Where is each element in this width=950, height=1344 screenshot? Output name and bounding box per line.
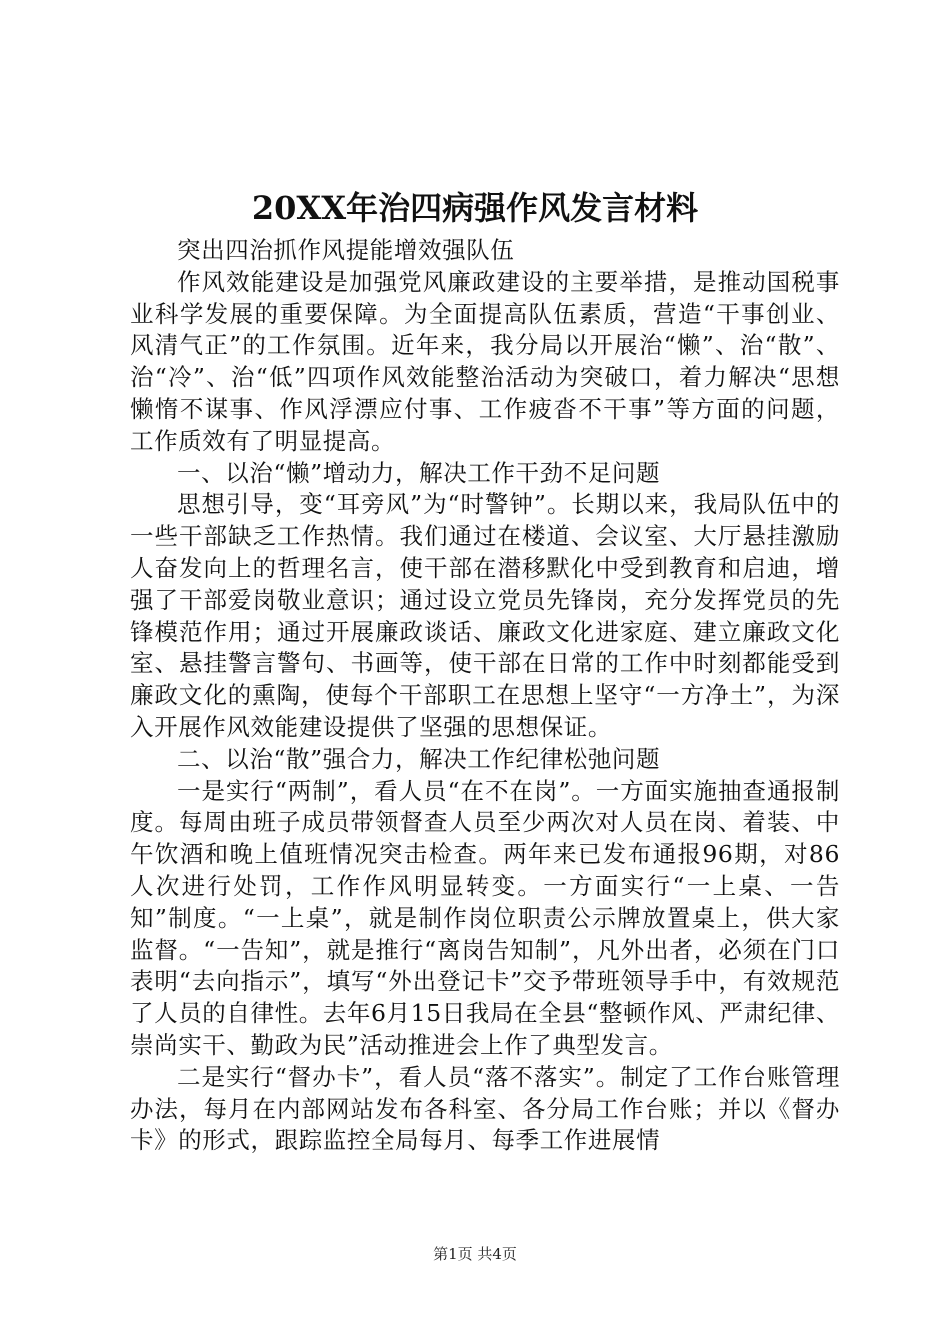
intro-paragraph: 作风效能建设是加强党风廉政建设的主要举措，是推动国税事业科学发展的重要保障。为全面提高队伍素质，营造“干事创业、风清气正”的工作氛围。近年来，我分局以开展治“懒”、治“散”、治“冷”、治“低”四项作风效能整治活动为突破口，着力解决“思想懒惰不谋事、作风浮漂应付事、工作疲沓不干事”等方面的问题，工作质效有了明显提高。 — [130, 267, 840, 455]
section-2-paragraph-2: 二是实行“督办卡”，看人员“落不落实”。制定了工作台账管理办法，每月在内部网站发布各科室、各分局工作台账；并以《督办卡》的形式，跟踪监控全局每月、每季工作进展情 — [130, 1062, 840, 1155]
section-heading-1: 一、以治“懒”增动力，解决工作干劲不足问题 — [177, 458, 661, 487]
document-title: 20XX年治四病强作风发言材料 — [251, 189, 699, 227]
section-2-paragraph-1: 一是实行“两制”，看人员“在不在岗”。一方面实施抽查通报制度。每周由班子成员带领督查人员至少两次对人员在岗、着装、中午饮酒和晚上值班情况突击检查。两年来已发布通报96期，对86人次进行处罚，工作作风明显转变。一方面实行“一上桌、一告知”制度。“一上桌”，就是制作岗位职责公示牌放置桌上，供大家监督。“一告知”，就是推行“离岗告知制”，凡外出者，必须在门口表明“去向指示”，填写“外出登记卡”交予带班领导手中，有效规范了人员的自律性。去年6月15日我局在全县“整顿作风、严肃纪律、崇尚实干、勤政为民”活动推进会上作了典型发言。 — [130, 776, 840, 1059]
section-heading-2: 二、以治“散”强合力，解决工作纪律松弛问题 — [177, 744, 661, 773]
section-1-paragraph: 思想引导，变“耳旁风”为“时警钟”。长期以来，我局队伍中的一些干部缺乏工作热情。我们通过在楼道、会议室、大厅悬挂激励人奋发向上的哲理名言，使干部在潜移默化中受到教育和启迪，增强了干部爱岗敬业意识；通过设立党员先锋岗，充分发挥党员的先锋模范作用；通过开展廉政谈话、廉政文化进家庭、建立廉政文化室、悬挂警言警句、书画等，使干部在日常的工作中时刻都能受到廉政文化的熏陶，使每个干部职工在思想上坚守“一方净土”，为深入开展作风效能建设提供了坚强的思想保证。 — [130, 490, 840, 741]
document-body — [130, 235, 840, 1157]
subtitle-paragraph: 突出四治抓作风提能增效强队伍 — [177, 236, 515, 264]
page-footer: 第1页 共4页 — [433, 1245, 517, 1263]
